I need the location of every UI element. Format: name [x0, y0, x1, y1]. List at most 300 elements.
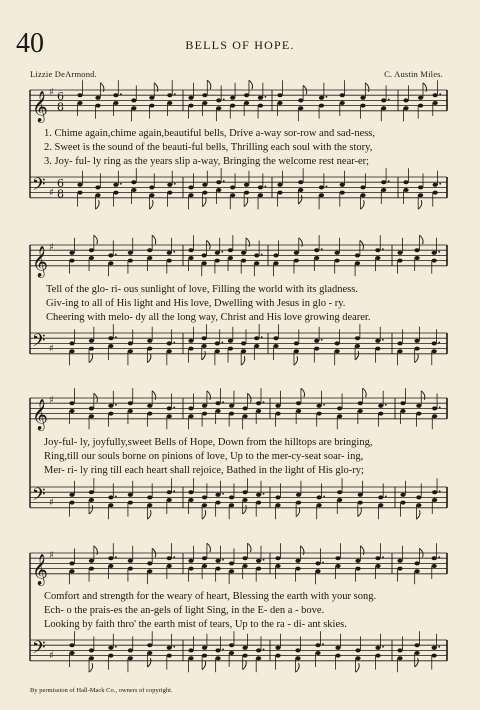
note-head — [432, 251, 437, 255]
note-head — [244, 191, 249, 195]
note-head — [432, 654, 437, 658]
note-head — [202, 253, 207, 257]
note-flag — [419, 235, 423, 244]
note-flag — [154, 83, 158, 92]
note-head — [241, 341, 246, 345]
note-head — [375, 564, 380, 568]
note-flag — [94, 235, 98, 244]
note-head — [202, 183, 207, 187]
note-head — [216, 180, 221, 184]
note-head — [275, 412, 280, 416]
note-head — [167, 490, 172, 494]
note-head — [244, 93, 249, 97]
note-dot — [173, 251, 175, 253]
note-head — [258, 193, 263, 197]
note-dot — [382, 556, 384, 558]
note-head — [202, 646, 207, 650]
note-head — [108, 253, 113, 257]
note-head — [355, 344, 360, 348]
note-head — [275, 556, 280, 560]
note-head — [242, 556, 247, 560]
note-head — [418, 193, 423, 197]
note-dot — [321, 339, 323, 341]
key-signature-sharp-icon: ♯ — [49, 87, 54, 98]
note-head — [89, 256, 94, 260]
note-flag — [89, 354, 93, 363]
note-head — [202, 404, 207, 408]
lyric-line: Mer- ri- ly ring till each heart shall rejoice, Bathed in the light of His glo-ry; — [44, 465, 364, 476]
note-flag — [300, 546, 304, 555]
note-head — [128, 656, 133, 660]
note-head — [335, 556, 340, 560]
note-dot — [321, 248, 323, 250]
note-flag — [89, 663, 93, 672]
note-dot — [322, 643, 324, 645]
note-head — [188, 559, 193, 563]
note-flag — [356, 663, 360, 672]
note-head — [375, 646, 380, 650]
note-head — [131, 98, 136, 102]
note-head — [167, 646, 172, 650]
note-dot — [385, 496, 387, 498]
note-head — [416, 412, 421, 416]
note-dot — [438, 342, 440, 344]
note-flag — [415, 658, 419, 667]
note-head — [202, 261, 207, 265]
key-signature-sharp-icon: ♯ — [49, 497, 54, 509]
note-head — [167, 498, 172, 502]
note-head — [335, 646, 340, 650]
note-head — [378, 404, 383, 408]
note-dot — [174, 93, 176, 95]
note-head — [229, 412, 234, 416]
note-head — [242, 564, 247, 568]
note-head — [202, 556, 207, 560]
note-head — [188, 347, 193, 351]
note-head — [375, 339, 380, 343]
note-dot — [438, 556, 440, 558]
note-head — [77, 101, 82, 105]
note-head — [418, 104, 423, 108]
note-dot — [265, 186, 267, 188]
note-dot — [173, 646, 175, 648]
note-head — [89, 347, 94, 351]
note-head — [108, 654, 113, 658]
lyric-line: 1. Chime again,chime again,beautiful bells, Drive a-way sor-row and sad-ness, — [44, 128, 376, 139]
note-head — [188, 193, 193, 197]
note-head — [89, 498, 94, 502]
note-head — [317, 495, 322, 499]
note-flag — [421, 391, 425, 400]
note-head — [167, 564, 172, 568]
note-flag — [244, 198, 248, 207]
note-dot — [261, 336, 263, 338]
note-head — [167, 654, 172, 658]
note-head — [335, 341, 340, 345]
note-head — [258, 104, 263, 108]
note-dot — [326, 186, 328, 188]
note-dot — [115, 254, 117, 256]
note-flag — [296, 508, 300, 517]
note-head — [167, 191, 172, 195]
note-head — [358, 409, 363, 413]
lyric-line: Ring,till our souls borne on pinions of love, Up to the mer-cy-seat soar- ing, — [44, 451, 364, 462]
note-dot — [115, 496, 117, 498]
note-dot — [265, 96, 267, 98]
note-flag — [147, 658, 151, 667]
note-head — [108, 564, 113, 568]
note-dot — [222, 559, 224, 561]
note-head — [298, 106, 303, 110]
copyright-footer: By permission of Hall-Mack Co., owners of copyright. — [30, 687, 173, 694]
note-head — [277, 183, 282, 187]
note-head — [335, 654, 340, 658]
note-head — [432, 414, 437, 418]
note-head — [95, 185, 100, 189]
note-head — [360, 193, 365, 197]
note-head — [113, 93, 118, 97]
note-head — [360, 104, 365, 108]
note-head — [188, 104, 193, 108]
bass-clef-icon: 𝄢 — [32, 637, 46, 662]
note-head — [277, 101, 282, 105]
note-head — [113, 101, 118, 105]
note-head — [215, 401, 220, 405]
note-flag — [202, 198, 206, 207]
note-head — [108, 556, 113, 560]
note-head — [128, 251, 133, 255]
note-head — [256, 401, 261, 405]
note-dot — [439, 93, 441, 95]
note-head — [317, 412, 322, 416]
note-head — [375, 654, 380, 658]
note-head — [319, 193, 324, 197]
note-flag — [202, 351, 206, 360]
note-head — [69, 259, 74, 263]
note-dot — [388, 99, 390, 101]
note-head — [188, 567, 193, 571]
note-head — [202, 93, 207, 97]
note-head — [147, 651, 152, 655]
note-head — [108, 495, 113, 499]
note-head — [128, 559, 133, 563]
note-head — [167, 251, 172, 255]
note-head — [89, 559, 94, 563]
note-head — [337, 498, 342, 502]
note-head — [275, 495, 280, 499]
note-head — [69, 501, 74, 505]
note-dot — [388, 180, 390, 182]
note-head — [340, 93, 345, 97]
note-dot — [438, 646, 440, 648]
lyric-line: Comfort and strength for the weary of heart, Blessing the earth with your song. — [44, 591, 377, 602]
note-head — [77, 93, 82, 97]
note-head — [202, 101, 207, 105]
note-head — [188, 185, 193, 189]
note-head — [149, 185, 154, 189]
note-head — [202, 191, 207, 195]
note-head — [229, 404, 234, 408]
note-head — [216, 188, 221, 192]
note-flag — [418, 200, 422, 209]
note-head — [317, 503, 322, 507]
note-head — [149, 96, 154, 100]
note-head — [296, 401, 301, 405]
note-flag — [249, 80, 253, 89]
note-head — [108, 503, 113, 507]
note-head — [229, 503, 234, 507]
bass-clef-icon: 𝄢 — [32, 330, 46, 355]
note-flag — [202, 661, 206, 670]
note-flag — [147, 510, 151, 519]
note-head — [400, 501, 405, 505]
note-head — [216, 98, 221, 102]
note-dot — [222, 649, 224, 651]
note-head — [397, 656, 402, 660]
note-head — [131, 180, 136, 184]
note-head — [397, 349, 402, 353]
note-dot — [221, 342, 223, 344]
note-flag — [147, 354, 151, 363]
note-head — [319, 96, 324, 100]
note-head — [317, 404, 322, 408]
note-head — [355, 261, 360, 265]
note-head — [414, 569, 419, 573]
note-head — [229, 569, 234, 573]
note-head — [314, 339, 319, 343]
note-head — [147, 248, 152, 252]
lyric-line: Giv-ing to all of His light and His love, Dwelling with Jesus in glo - ry. — [46, 298, 346, 309]
note-dot — [385, 404, 387, 406]
treble-clef-icon: 𝄞 — [32, 90, 48, 122]
note-head — [355, 253, 360, 257]
note-head — [375, 256, 380, 260]
note-flag — [423, 83, 427, 92]
note-head — [69, 341, 74, 345]
note-head — [69, 493, 74, 497]
note-flag — [207, 543, 211, 552]
note-head — [229, 643, 234, 647]
note-head — [128, 493, 133, 497]
note-dot — [222, 493, 224, 495]
note-flag — [415, 354, 419, 363]
note-flag — [207, 391, 211, 400]
note-head — [147, 503, 152, 507]
note-head — [147, 495, 152, 499]
note-head — [167, 406, 172, 410]
note-head — [277, 93, 282, 97]
note-head — [89, 490, 94, 494]
note-head — [215, 409, 220, 413]
note-head — [256, 493, 261, 497]
note-dot — [323, 404, 325, 406]
note-head — [258, 96, 263, 100]
note-head — [244, 183, 249, 187]
note-head — [275, 503, 280, 507]
note-head — [381, 188, 386, 192]
note-head — [215, 259, 220, 263]
note-head — [242, 654, 247, 658]
note-head — [381, 106, 386, 110]
note-head — [355, 648, 360, 652]
note-head — [167, 101, 172, 105]
note-head — [275, 646, 280, 650]
note-head — [69, 349, 74, 353]
note-head — [89, 339, 94, 343]
note-head — [403, 98, 408, 102]
note-dot — [439, 407, 441, 409]
note-head — [108, 404, 113, 408]
note-head — [294, 259, 299, 263]
note-head — [358, 501, 363, 505]
note-dot — [174, 183, 176, 185]
note-head — [355, 656, 360, 660]
note-head — [215, 493, 220, 497]
note-head — [315, 643, 320, 647]
note-head — [230, 193, 235, 197]
note-head — [355, 567, 360, 571]
note-head — [128, 501, 133, 505]
note-head — [89, 648, 94, 652]
note-head — [215, 648, 220, 652]
note-dot — [438, 251, 440, 253]
note-head — [381, 98, 386, 102]
note-head — [128, 349, 133, 353]
note-dot — [326, 96, 328, 98]
lyric-line: 2. Sweet is the sound of the beauti-ful bells, Thrilling each soul with the story, — [44, 142, 373, 153]
note-flag — [365, 83, 369, 92]
note-head — [167, 183, 172, 187]
note-head — [355, 559, 360, 563]
note-head — [295, 559, 300, 563]
note-dot — [223, 99, 225, 101]
note-head — [416, 503, 421, 507]
note-dot — [439, 490, 441, 492]
note-head — [241, 259, 246, 263]
note-head — [89, 567, 94, 571]
note-head — [188, 256, 193, 260]
note-head — [108, 344, 113, 348]
note-head — [295, 567, 300, 571]
note-head — [113, 191, 118, 195]
note-head — [244, 101, 249, 105]
note-head — [215, 501, 220, 505]
note-head — [95, 96, 100, 100]
note-head — [167, 259, 172, 263]
note-flag — [152, 391, 156, 400]
note-head — [298, 98, 303, 102]
note-dot — [382, 646, 384, 648]
note-head — [275, 404, 280, 408]
note-head — [432, 646, 437, 650]
note-head — [147, 561, 152, 565]
note-head — [381, 180, 386, 184]
note-head — [147, 569, 152, 573]
note-dot — [439, 183, 441, 185]
note-head — [228, 339, 233, 343]
note-head — [315, 569, 320, 573]
note-head — [340, 183, 345, 187]
note-dot — [261, 254, 263, 256]
note-head — [128, 401, 133, 405]
note-head — [95, 193, 100, 197]
note-head — [188, 96, 193, 100]
note-dot — [263, 649, 265, 651]
note-head — [432, 490, 437, 494]
lyric-line: Looking by faith thro' the earth mist of tears, Up to the ra - di- ant skies. — [44, 619, 347, 630]
note-head — [230, 96, 235, 100]
note-head — [69, 251, 74, 255]
note-flag — [89, 505, 93, 514]
note-flag — [296, 663, 300, 672]
note-dot — [173, 342, 175, 344]
note-head — [273, 261, 278, 265]
note-head — [147, 404, 152, 408]
note-dot — [223, 180, 225, 182]
note-head — [167, 556, 172, 560]
note-head — [340, 101, 345, 105]
note-flag — [294, 356, 298, 365]
note-head — [414, 643, 419, 647]
note-head — [360, 96, 365, 100]
note-head — [360, 185, 365, 189]
note-head — [414, 256, 419, 260]
note-dot — [115, 556, 117, 558]
note-head — [230, 185, 235, 189]
note-head — [258, 185, 263, 189]
key-signature-sharp-icon: ♯ — [49, 343, 54, 355]
bass-clef-icon: 𝄢 — [32, 484, 46, 509]
note-head — [433, 93, 438, 97]
note-head — [89, 406, 94, 410]
note-flag — [358, 508, 362, 517]
time-signature-top: 6 — [57, 90, 64, 103]
note-head — [202, 564, 207, 568]
note-flag — [247, 543, 251, 552]
note-head — [89, 656, 94, 660]
note-head — [295, 656, 300, 660]
note-head — [215, 559, 220, 563]
note-head — [256, 559, 261, 563]
lyric-line: 3. Joy- ful- ly ring as the years slip a-way, Bringing the welcome rest near-er; — [44, 156, 370, 167]
note-head — [108, 336, 113, 340]
note-head — [432, 259, 437, 263]
note-head — [108, 261, 113, 265]
note-dot — [115, 646, 117, 648]
note-head — [242, 406, 247, 410]
note-head — [131, 106, 136, 110]
note-head — [337, 406, 342, 410]
note-head — [256, 656, 261, 660]
note-head — [314, 248, 319, 252]
note-dot — [222, 401, 224, 403]
note-head — [242, 646, 247, 650]
note-head — [337, 414, 342, 418]
note-head — [378, 412, 383, 416]
note-head — [397, 648, 402, 652]
note-flag — [246, 238, 250, 247]
note-head — [149, 193, 154, 197]
key-signature-sharp-icon: ♯ — [49, 650, 54, 662]
note-head — [355, 336, 360, 340]
lyric-line: Cheering with melo- dy all the long way, Christ and His love growing dearer. — [46, 312, 371, 323]
note-head — [418, 185, 423, 189]
note-head — [433, 101, 438, 105]
note-head — [397, 251, 402, 255]
note-head — [202, 344, 207, 348]
note-head — [414, 339, 419, 343]
note-head — [432, 556, 437, 560]
